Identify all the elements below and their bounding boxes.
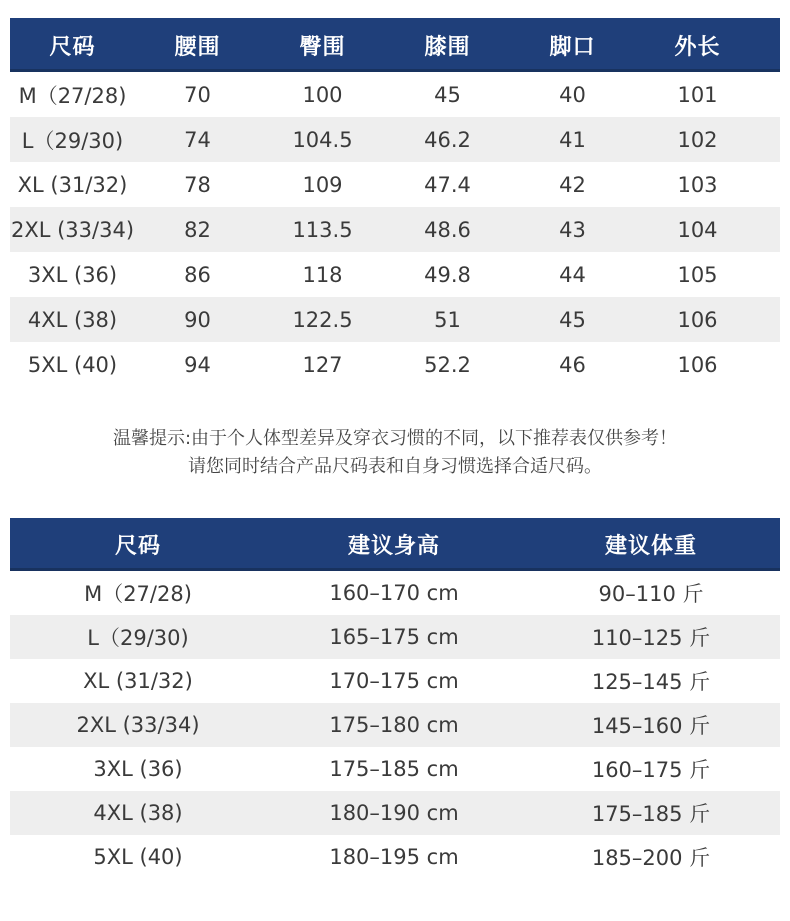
table-cell: 165–175 cm xyxy=(329,625,459,649)
table-row xyxy=(10,571,780,615)
table-cell: 5XL (40) xyxy=(93,845,183,869)
notice-line-2: 请您同时结合产品尺码表和自身习惯选择合适尺码。 xyxy=(188,456,602,477)
table-cell: 185–200 斤 xyxy=(591,846,711,870)
table-cell: 74 xyxy=(184,127,211,152)
table-row xyxy=(10,703,780,747)
table-cell: 3XL (36) xyxy=(27,262,118,287)
table-cell: 180–195 cm xyxy=(329,845,459,869)
table-cell: 40 xyxy=(559,82,586,107)
table-cell: XL (31/32) xyxy=(83,669,193,693)
table-cell: 175–180 cm xyxy=(329,713,459,737)
table-cell: 106 xyxy=(677,307,718,332)
table-cell: M（27/28) xyxy=(18,83,127,108)
table-cell: L（29/30) xyxy=(21,128,124,153)
table-cell: 46.2 xyxy=(424,127,471,152)
table-cell: 102 xyxy=(677,127,718,152)
table-cell: 160–170 cm xyxy=(329,581,459,605)
table-cell: 51 xyxy=(434,307,461,332)
notice-line-1: 温馨提示:由于个人体型差异及穿衣习惯的不同，以下推荐表仅供参考！ xyxy=(112,428,678,449)
table-cell: 70 xyxy=(184,82,211,107)
table-cell: 160–175 斤 xyxy=(591,758,711,782)
table-cell: 2XL (33/34) xyxy=(10,217,135,242)
header-hip: 臀围 xyxy=(299,34,346,60)
table-cell: 48.6 xyxy=(424,217,471,242)
table-cell: 104 xyxy=(677,217,718,242)
table-cell: 82 xyxy=(184,217,211,242)
table-cell: 90 xyxy=(184,307,211,332)
header-weight: 建议体重 xyxy=(604,534,697,559)
table-cell: 113.5 xyxy=(292,217,353,242)
header-height: 建议身高 xyxy=(347,534,440,559)
table-row xyxy=(10,791,780,835)
table-cell: 180–190 cm xyxy=(329,801,459,825)
table-cell: 47.4 xyxy=(424,172,471,197)
table-row xyxy=(10,207,780,252)
table-row xyxy=(10,659,780,703)
header-size: 尺码 xyxy=(49,34,96,60)
table-cell: 100 xyxy=(302,82,343,107)
table-cell: 42 xyxy=(559,172,586,197)
table-cell: 43 xyxy=(559,217,586,242)
header-hem: 脚口 xyxy=(549,34,596,60)
table-cell: 103 xyxy=(677,172,718,197)
table-cell: L（29/30) xyxy=(87,626,189,650)
table-cell: 94 xyxy=(184,352,211,377)
table-cell: 4XL (38) xyxy=(27,307,118,332)
table-cell: 118 xyxy=(302,262,343,287)
table-cell: 44 xyxy=(559,262,586,287)
table-cell: 105 xyxy=(677,262,718,287)
header-knee: 膝围 xyxy=(424,34,471,60)
table-cell: 122.5 xyxy=(292,307,353,332)
table-row xyxy=(10,747,780,791)
header-size: 尺码 xyxy=(114,534,161,559)
header-waist: 腰围 xyxy=(174,34,221,60)
table-cell: 170–175 cm xyxy=(329,669,459,693)
recommendation-table xyxy=(10,518,780,879)
table-cell: 4XL (38) xyxy=(93,801,183,825)
table-cell: 109 xyxy=(302,172,343,197)
table-cell: 41 xyxy=(559,127,586,152)
table-cell: 3XL (36) xyxy=(93,757,183,781)
table-cell: 5XL (40) xyxy=(27,352,118,377)
table-cell: 49.8 xyxy=(424,262,471,287)
table-row xyxy=(10,72,780,117)
table-cell: 2XL (33/34) xyxy=(76,713,200,737)
table-cell: 110–125 斤 xyxy=(591,626,711,650)
table-row xyxy=(10,297,780,342)
table-cell: 90–110 斤 xyxy=(598,582,704,606)
table-cell: 175–185 cm xyxy=(329,757,459,781)
table-cell: 106 xyxy=(677,352,718,377)
table-cell: XL (31/32) xyxy=(17,172,128,197)
table-cell: 101 xyxy=(677,82,718,107)
table-cell: 175–185 斤 xyxy=(591,802,711,826)
table-row xyxy=(10,615,780,659)
table-cell: 46 xyxy=(559,352,586,377)
header-length: 外长 xyxy=(674,34,721,60)
table-cell: M（27/28) xyxy=(84,582,192,606)
table-row xyxy=(10,162,780,207)
table-cell: 125–145 斤 xyxy=(591,670,711,694)
table-cell: 104.5 xyxy=(292,127,353,152)
table-cell: 45 xyxy=(559,307,586,332)
size-chart-table xyxy=(10,18,780,387)
table-cell: 86 xyxy=(184,262,211,287)
size-chart-header xyxy=(10,18,780,72)
table-cell: 78 xyxy=(184,172,211,197)
table-cell: 145–160 斤 xyxy=(591,714,711,738)
table-row xyxy=(10,342,780,387)
table-cell: 45 xyxy=(434,82,461,107)
table-row xyxy=(10,252,780,297)
table-row xyxy=(10,835,780,879)
table-row xyxy=(10,117,780,162)
table-cell: 127 xyxy=(302,352,343,377)
table-cell: 52.2 xyxy=(424,352,471,377)
notice-text xyxy=(0,425,790,481)
recommendation-header xyxy=(10,518,780,571)
